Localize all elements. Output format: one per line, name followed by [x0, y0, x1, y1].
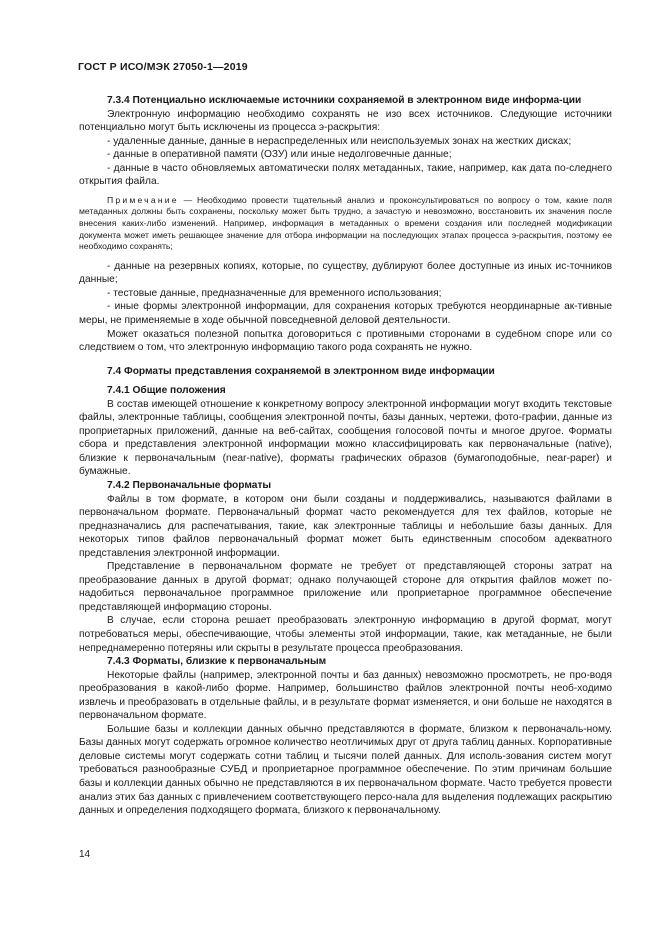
section-heading-7-4: 7.4 Форматы представления сохраняемой в электронном виде информации — [107, 365, 495, 377]
list-item: - данные в часто обновляемых автоматически полях метаданных, такие, например, как дата по-следнего открытия файла. — [79, 162, 612, 188]
note-text: — Необходимо провести тщательный анализ и проконсультироваться по вопросу о том, какие поля метаданных должны быть сохранены, поскольку может быть трудно, а зачастую и невозможно, восстановить их значения после внесения каких-либо изменений. Например, информация в метаданных о времени создания или последней модификации документа может иметь решающее значение для отбора информации на последующих этапах процесса э-раскрытия, поэтому ее необходимо сохранять; — [79, 194, 612, 252]
paragraph: Большие базы и коллекции данных обычно представляются в формате, близком к первоначаль-ному. Базы данных могут содержать огромное количество неотличимых друг от друга таблиц данных. Корпоративные деловые системы могут содержать сотни таблиц и тысячи полей данных. Для исполь-зования систем могут требоваться разнообразные СУБД и проприетарное программное обеспечение. По этим причинам большие базы и коллекции данных обычно не представляются в их первоначальном формате. Часто требуется провести анализ этих баз данных с привлечением соответствующего персо-нала для выделения подлежащих раскрытию данных и определения подходящего формата, близкого к первоначальному. — [79, 723, 612, 817]
document-header: ГОСТ Р ИСО/МЭК 27050-1—2019 — [78, 61, 248, 73]
paragraph: Может оказаться полезной попытка договориться с противными сторонами в судебном споре или со следствием о том, что электронную информацию такого рода сохранять не нужно. — [79, 328, 612, 354]
note-label: Примечание — [107, 194, 179, 205]
list-item: - данные на резервных копиях, которые, по существу, дублируют более доступные из иных ис-точников данные; — [79, 260, 612, 286]
document-body — [79, 94, 612, 818]
paragraph: В случае, если сторона решает преобразовать электронную информацию в другой формат, могут потребоваться меры, обеспечивающие, чтобы элементы этой информации, такие, как метаданные, не были непреднамеренно потеряны или скрыты в результате процесса преобразования. — [79, 615, 612, 654]
paragraph: В состав имеющей отношение к конкретному вопросу электронной информации могут входить текстовые файлы, электронные таблицы, сообщения электронной почты, базы данных, чертежи, фото-графии, данные из проприетарных приложений, данные на веб-сайтах, сообщения голосовой почты и многое другое. Форматы сбора и представления электронной информации можно классифицировать как первоначальные (native), близкие к первоначальным (near-native), форматы графических образов (бумагоподобные, near-paper) и бумажные. — [79, 398, 612, 478]
section-heading-7-4-1: 7.4.1 Общие положения — [107, 385, 226, 397]
note — [79, 195, 612, 253]
section-heading-7-4-3: 7.4.3 Форматы, близкие к первоначальным — [107, 656, 327, 668]
list-item: - данные в оперативной памяти (ОЗУ) или иные недолговечные данные; — [107, 149, 452, 161]
section-heading-7-4-2: 7.4.2 Первоначальные форматы — [107, 480, 272, 491]
page-number: 14 — [79, 849, 91, 860]
paragraph: Представление в первоначальном формате не требует от представляющей стороны затрат на преобразование данных в другой формат; однако получающей стороне для открытия файлов может по-надобиться первоначальное программное приложение или проприетарное программное обеспечение представляющей информацию стороны. — [79, 561, 612, 613]
paragraph: Файлы в том формате, в котором они были созданы и поддерживались, называются файлами в первоначальном формате. Первоначальный формат часто рекомендуется для тех файлов, которые не предназначались для распечатывания, такие, как электронные таблицы и небольшие базы данных. Для некоторых типов файлов первоначальный формат может быть единственным способом адекватного представления электронной информации. — [79, 493, 612, 559]
list-item: - иные формы электронной информации, для сохранения которых требуются неординарные ак-тивные меры, не применяемые в ходе обычной повседневной деловой деятельности. — [79, 301, 612, 326]
paragraph: Электронную информацию необходимо сохранять не изо всех источников. Следующие источники потенциально могут быть исключены из процесса э-раскрытия: — [79, 108, 612, 134]
list-item: - удаленные данные, данные в нераспределенных или неиспользуемых зонах на жестких дисках; — [107, 135, 572, 147]
section-heading-7-3-4: 7.3.4 Потенциально исключаемые источники сохраняемой в электронном виде информа-ции — [107, 95, 582, 106]
paragraph: Некоторые файлы (например, электронной почты и баз данных) невозможно просмотреть, не про-водя преобразования в какой-либо форме. Например, большинство файлов электронной почты необ-ходимо извлечь и преобразовать в отдельные файлы, и в результате формат изменяется, и они больше не находятся в первоначальном формате. — [79, 669, 612, 722]
list-item: - тестовые данные, предназначенные для временного использования; — [107, 287, 442, 299]
